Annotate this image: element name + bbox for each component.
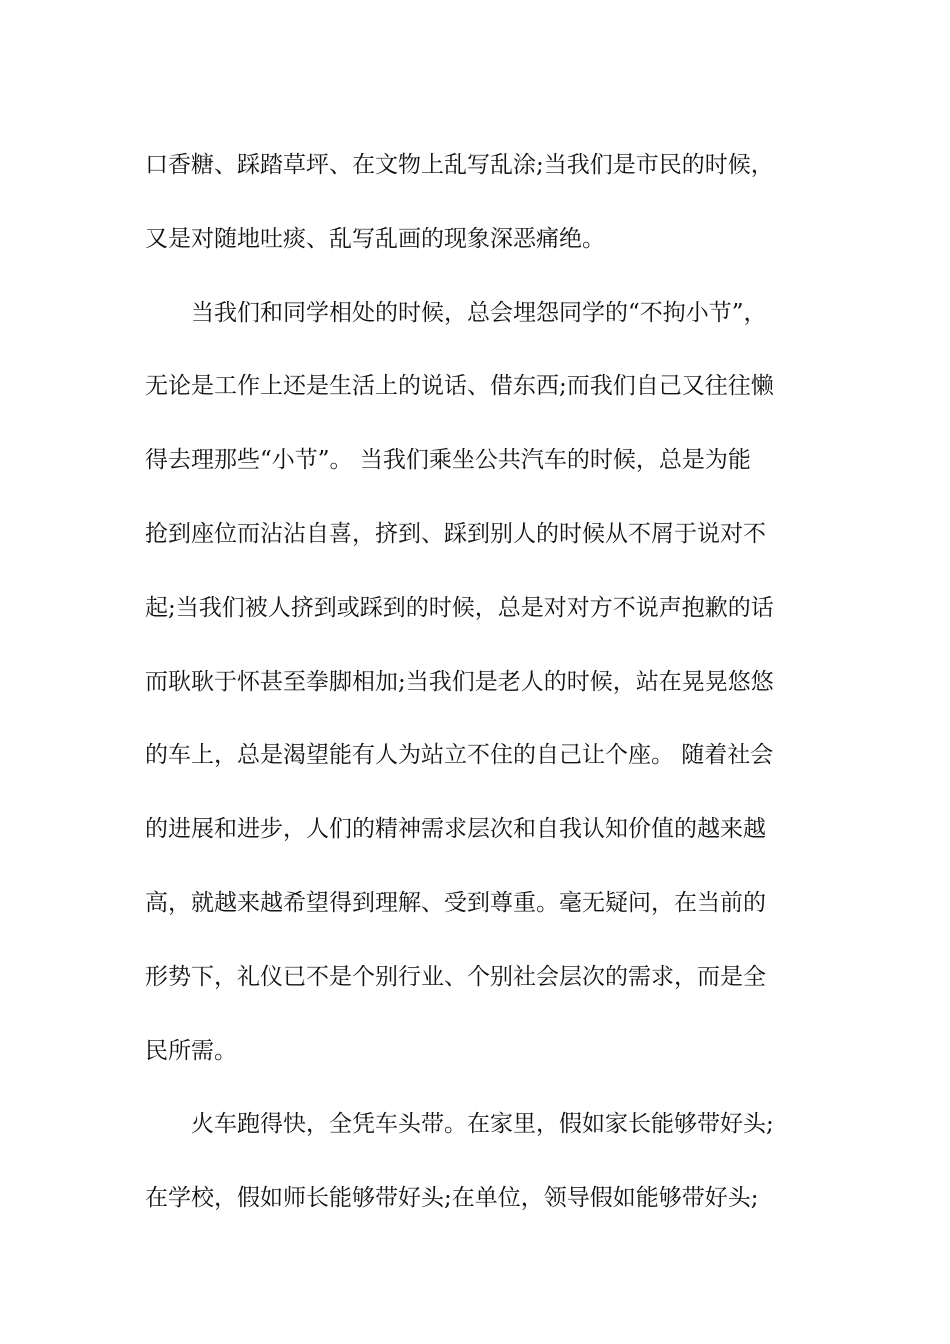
- text-line: 口香糖、踩踏草坪、在文物上乱写乱涂;当我们是市民的时候，: [145, 152, 774, 178]
- text-line: 形势下，礼仪已不是个别行业、个别社会层次的需求，而是全: [145, 963, 766, 990]
- text-line: 的进展和进步，人们的精神需求层次和自我认知价值的越来越: [145, 816, 766, 843]
- text-line: 火车跑得快，全凭车头带。在家里，假如家长能够带好头;: [145, 1111, 774, 1138]
- text-line: 民所需。: [145, 1037, 237, 1064]
- text-line: 的车上，总是渴望能有人为站立不住的自己让个座。 随着社会: [145, 742, 774, 769]
- text-line: 抢到座位而沾沾自喜，挤到、踩到别人的时候从不屑于说对不: [145, 520, 766, 547]
- text-line: 而耿耿于怀甚至拳脚相加;当我们是老人的时候，站在晃晃悠悠: [145, 668, 774, 695]
- text-line: 当我们和同学相处的时候，总会埋怨同学的“不拘小节”，: [145, 299, 767, 326]
- text-line: 得去理那些“小节”。 当我们乘坐公共汽车的时候，总是为能: [145, 447, 751, 474]
- text-line: 在学校，假如师长能够带好头;在单位，领导假如能够带好头;: [145, 1185, 759, 1212]
- text-line: 无论是工作上还是生活上的说话、借东西;而我们自己又往往懒: [145, 373, 774, 400]
- document-body: [145, 129, 825, 1236]
- text-line: 起;当我们被人挤到或踩到的时候，总是对对方不说声抱歉的话: [145, 594, 774, 621]
- text-line: 高，就越来越希望得到理解、受到尊重。毫无疑问，在当前的: [145, 889, 766, 916]
- text-line: 又是对随地吐痰、乱写乱画的现象深恶痛绝。: [145, 225, 605, 252]
